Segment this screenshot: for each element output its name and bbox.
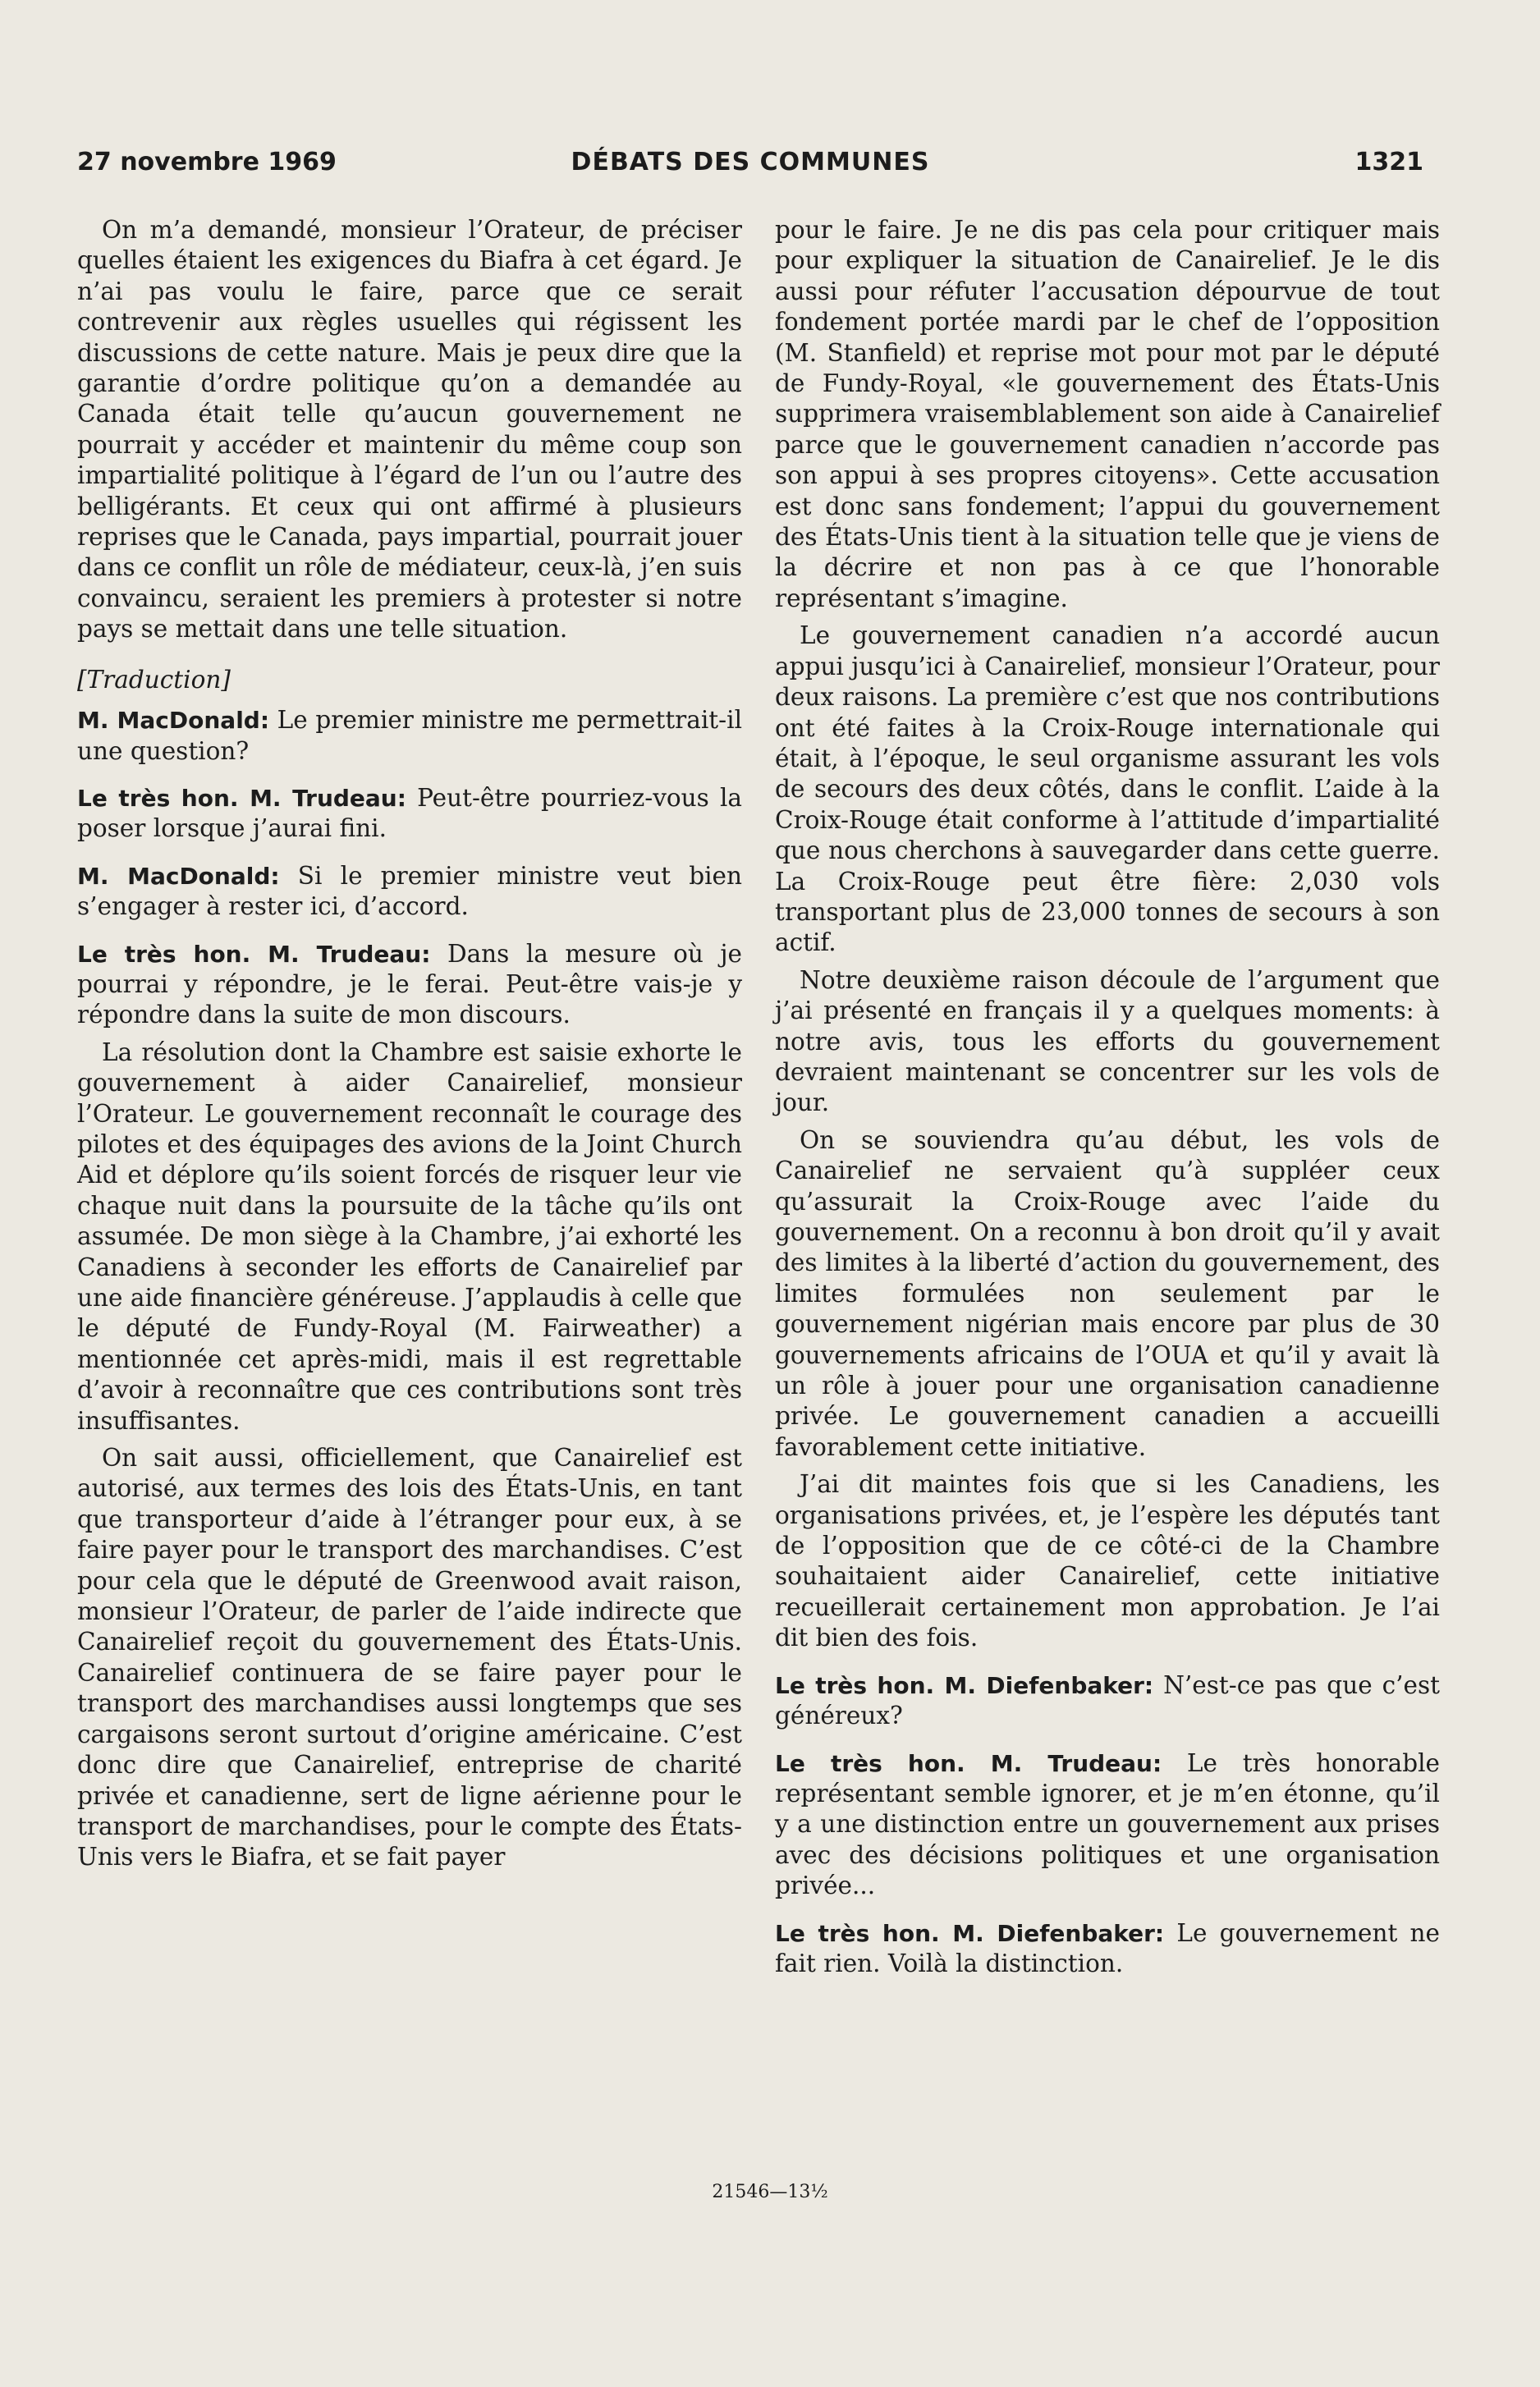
speech [775,1748,1440,1902]
speaker-name: Le très hon. M. Diefenbaker: [775,1919,1165,1947]
paragraph: Le gouvernement canadien n’a accordé aucun appui jusqu’ici à Canairelief, monsieur l’Orateur, pour deux raisons. La première c’est que nos contributions ont été faites à la Croix-Rouge internationale qui était, à l’époque, le seul organisme assurant les vols de secours des deux côtés, dans le conflit. L’aide à la Croix-Rouge était conforme à l’attitude d’impartialité que nous cherchons à sauvegarder dans cette guerre. La Croix-Rouge peut être fière: 2,030 vols transportant plus de 23,000 tonnes de secours à son actif. [775,621,1440,957]
speaker-name: Le très hon. M. Trudeau: [77,784,406,812]
speaker-name: Le très hon. M. Diefenbaker: [775,1671,1154,1699]
speech [77,705,742,767]
speaker-name: Le très hon. M. Trudeau: [77,940,431,968]
right-column [775,215,1440,1979]
speech [77,783,742,845]
speech-text: Dans la mesure où je pourrai y répondre, je le ferai. Peut-être vais-je y répondre dans la suite de mon discours. [77,939,743,1029]
translation-label: [Traduction] [77,665,231,694]
paragraph: J’ai dit maintes fois que si les Canadiens, les organisations privées, et, je l’espère les députés tant de l’opposition que de ce côté-ci de la Chambre souhaitaient aider Canairelief, cette initiative recueillerait certainement mon approbation. Je l’ai dit bien des fois. [775,1470,1440,1652]
paragraph: La résolution dont la Chambre est saisie exhorte le gouvernement à aider Canairelief, monsieur l’Orateur. Le gouvernement reconnaît le courage des pilotes et des équipages des avions de la Joint Church Aid et déplore qu’ils soient forcés de risquer leur vie chaque nuit dans la poursuite de la tâche qu’ils ont assumée. De mon siège à la Chambre, j’ai exhorté les Canadiens à seconder les efforts de Canairelief par une aide financière généreuse. J’applaudis à celle que le député de Fundy-Royal (M. Fairweather) a mentionnée cet après-midi, mais il est regrettable d’avoir à reconnaître que ces contributions sont très insuffisantes. [77,1038,742,1435]
header-date: 27 novembre 1969 [77,148,337,176]
speaker-name: Le très hon. M. Trudeau: [775,1749,1162,1777]
speech [775,1918,1440,1980]
speech [77,861,742,923]
page-number: 1321 [1354,148,1423,176]
paragraph: On sait aussi, officiellement, que Canairelief est autorisé, aux termes des lois des États-Unis, en tant que transporteur d’aide à l’étranger pour eux, à se faire payer pour le transport des marchandises. C’est pour cela que le député de Greenwood avait raison, monsieur l’Orateur, de parler de l’aide indirecte que Canairelief reçoit du gouvernement des États-Unis. Canairelief continuera de se faire payer pour le transport des marchandises aussi longtemps que ses cargaisons seront surtout d’origine américaine. C’est donc dire que Canairelief, entreprise de charité privée et canadienne, sert de ligne aérienne pour le transport de marchandises, pour le compte des États-Unis vers le Biafra, et se fait payer [77,1444,742,1872]
header-title: DÉBATS DES COMMUNES [571,148,930,176]
speech [775,1670,1440,1732]
left-column [77,215,742,1873]
speech-text: Le très honorable représentant semble ignorer, et je m’en étonne, qu’il y a une distinction entre un gouvernement aux prises avec des décisions politiques et une organisation privée... [775,1748,1440,1900]
speaker-name: M. MacDonald: [77,707,270,735]
speech-text: N’est-ce pas que c’est généreux? [775,1670,1440,1730]
speech-text: Le premier ministre me permettrait-il une question? [77,706,742,765]
paragraph: Notre deuxième raison découle de l’argument que j’ai présenté en français il y a quelques moments: à notre avis, tous les efforts du gouvernement devraient maintenant se concentrer sur les vols de jour. [775,965,1440,1117]
speech-text: Le gouvernement ne fait rien. Voilà la distinction. [775,1918,1441,1977]
speech [77,939,742,1031]
speech-text: Peut-être pourriez-vous la poser lorsque j’aurai fini. [77,783,742,843]
speech-text: Si le premier ministre veut bien s’engager à rester ici, d’accord. [77,861,742,921]
page-header [77,148,1423,197]
signature-mark: 21546—13½ [712,2182,828,2202]
paragraph: On se souviendra qu’au début, les vols de Canairelief ne servaient qu’à suppléer ceux qu’assurait la Croix-Rouge avec l’aide du gouvernement. On a reconnu à bon droit qu’il y avait des limites à la liberté d’action du gouvernement, des limites formulées non seulement par le gouvernement nigérian mais encore par plus de 30 gouvernements africains de l’OUA et qu’il y avait là un rôle à jouer pour une organisation canadienne privée. Le gouvernement canadien a accueilli favorablement cette initiative. [775,1125,1440,1461]
paragraph: pour le faire. Je ne dis pas cela pour critiquer mais pour expliquer la situation de Canairelief. Je le dis aussi pour réfuter l’accusation dépourvue de tout fondement portée mardi par le chef de l’opposition (M. Stanfield) et reprise mot pour mot par le député de Fundy-Royal, «le gouvernement des États-Unis supprimera vraisemblablement son aide à Canairelief parce que le gouvernement canadien n’accorde pas son appui à ses propres citoyens». Cette accusation est donc sans fondement; l’appui du gouvernement des États-Unis tient à la situation telle que je viens de la décrire et non pas à ce que l’honorable représentant s’imagine. [775,216,1440,612]
paragraph: On m’a demandé, monsieur l’Orateur, de préciser quelles étaient les exigences du Biafra à cet égard. Je n’ai pas voulu le faire, parce que ce serait contrevenir aux règles usuelles qui régissent les discussions de cette nature. Mais je peux dire que la garantie d’ordre politique qu’on a demandée au Canada était telle qu’aucun gouvernement ne pourrait y accéder et maintenir du même coup son impartialité politique à l’égard de l’un ou l’autre des belligérants. Et ceux qui ont affirmé à plusieurs reprises que le Canada, pays impartial, pourrait jouer dans ce conflit un rôle de médiateur, ceux-là, j’en suis convaincu, seraient les premiers à protester si notre pays se mettait dans une telle situation. [77,216,742,644]
speaker-name: M. MacDonald: [77,862,280,890]
